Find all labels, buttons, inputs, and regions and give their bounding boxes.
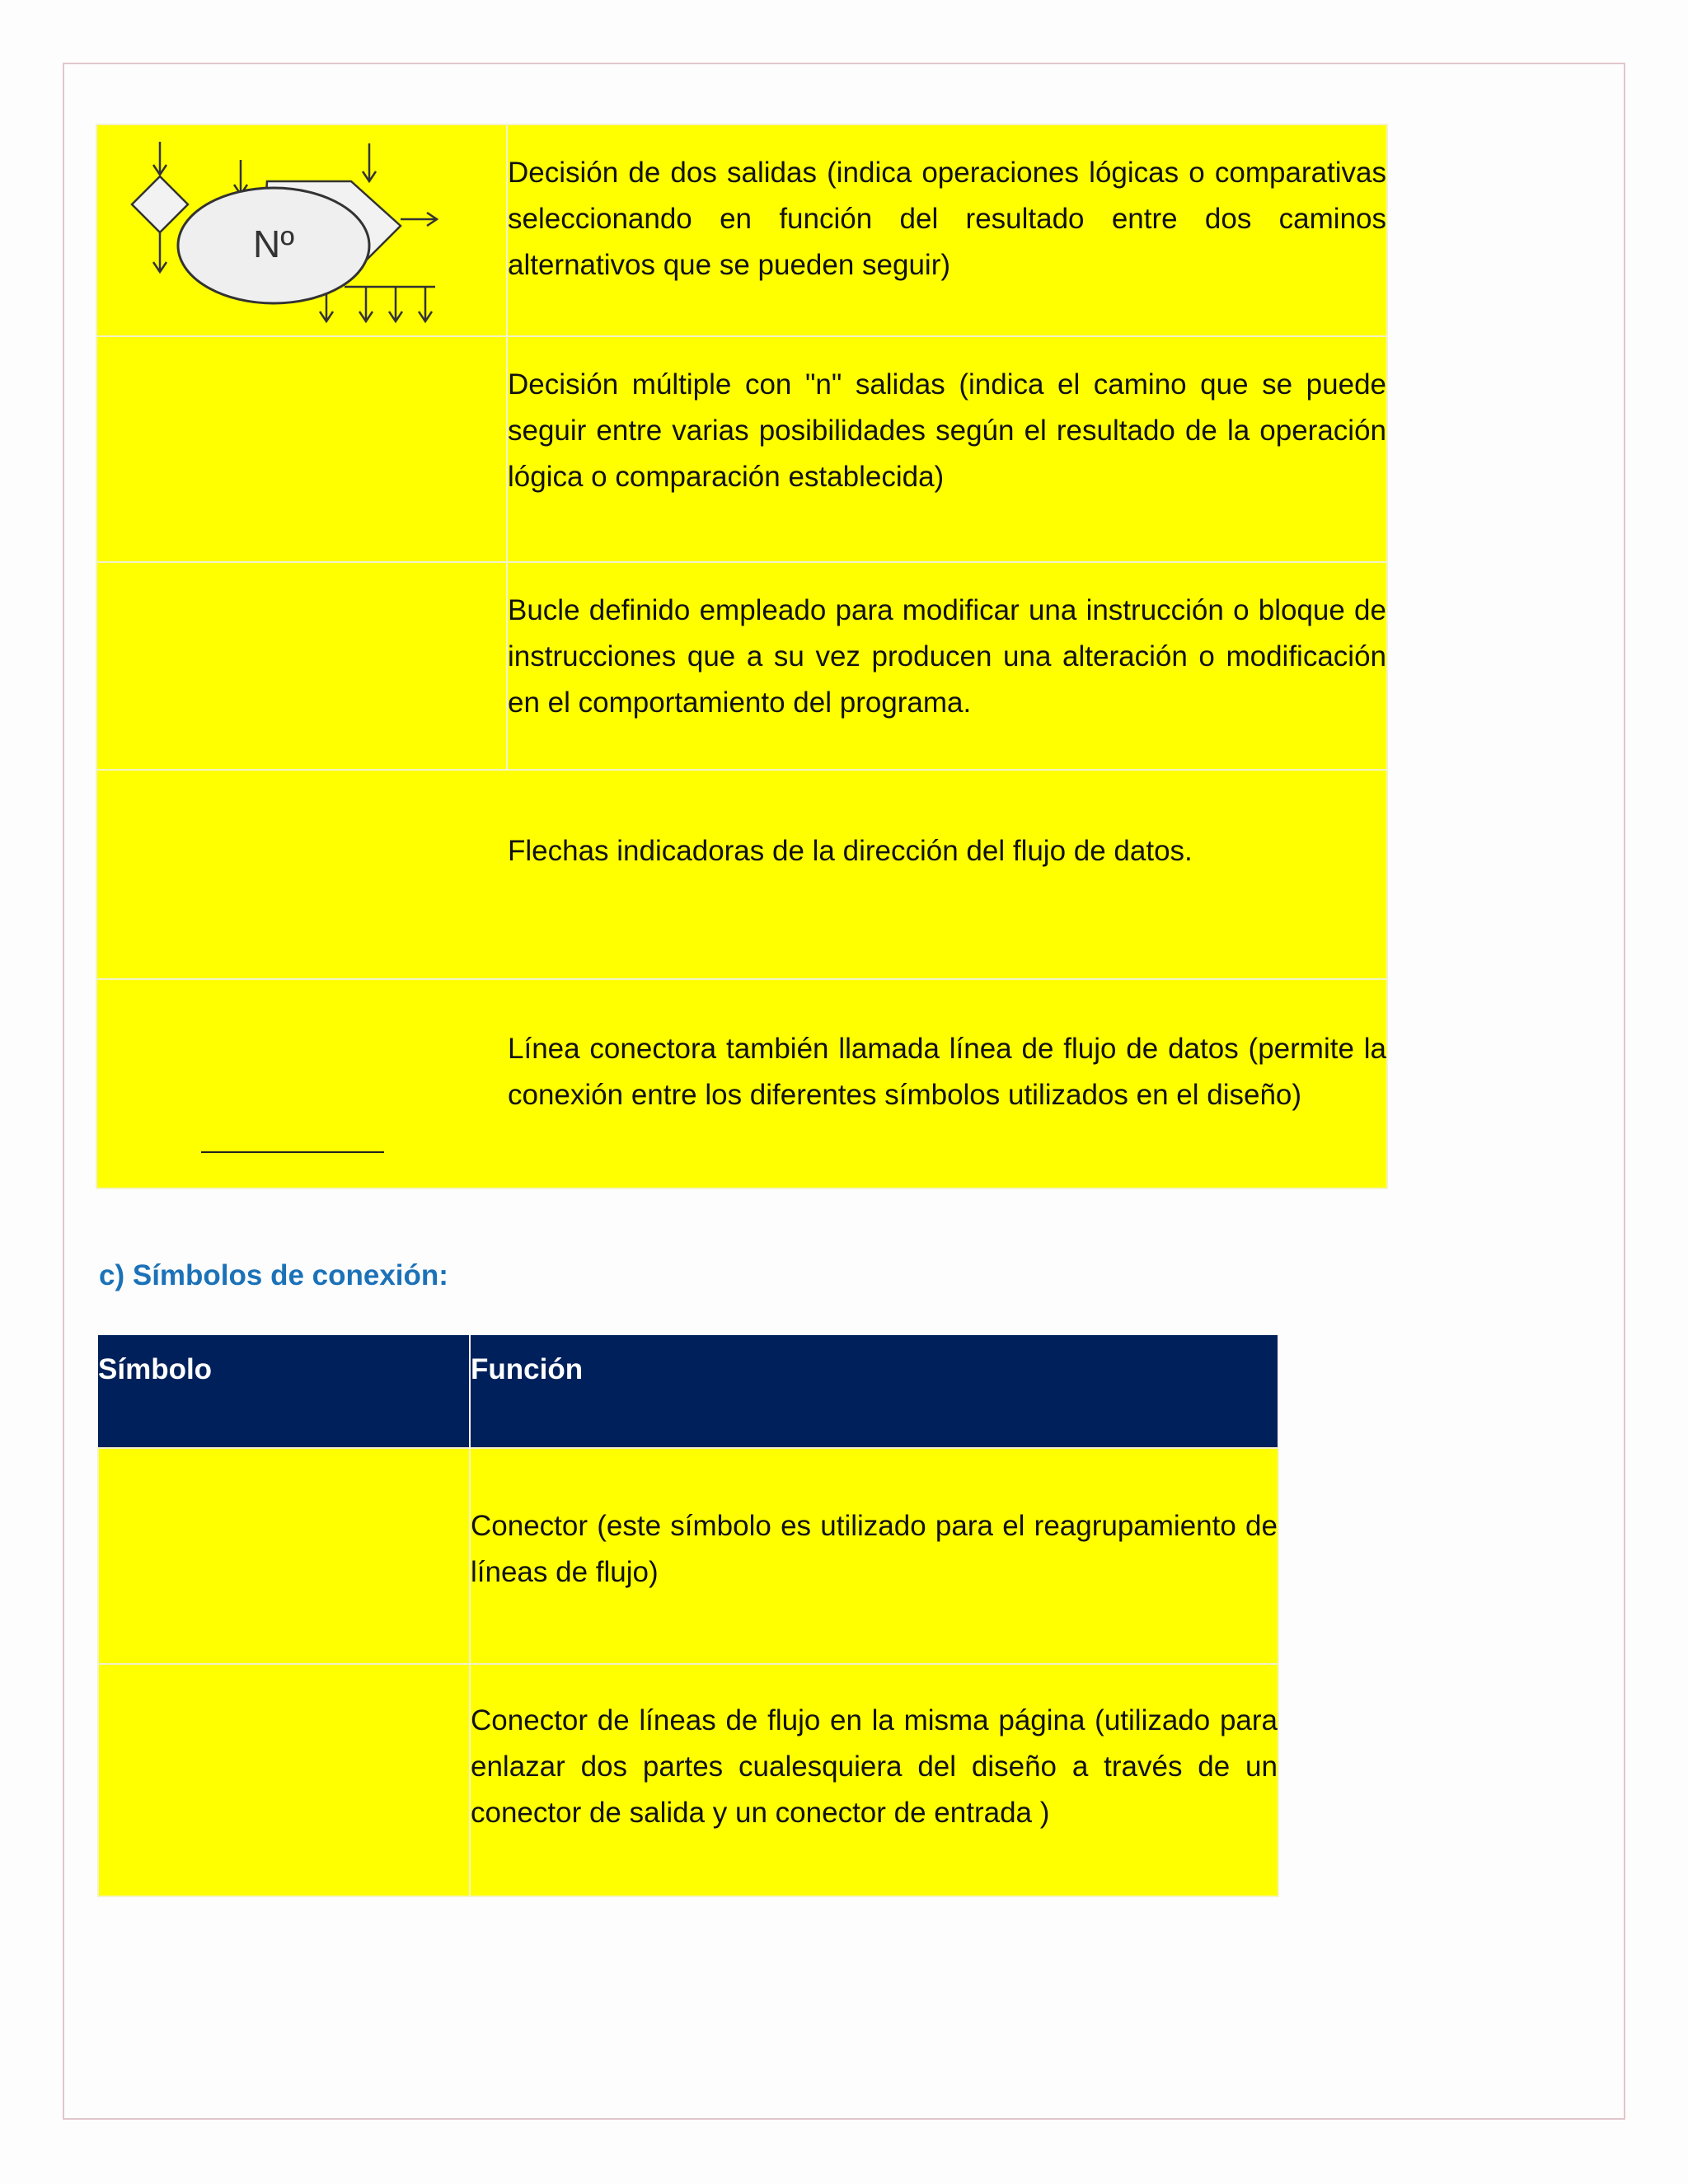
symbol-cell — [98, 1664, 470, 1896]
table-row — [98, 1448, 1278, 1664]
table-row — [96, 979, 1387, 1188]
table-row — [96, 124, 1387, 336]
header-function: Función — [470, 1335, 1278, 1448]
row-description: Decisión múltiple con "n" salidas (indica el camino que se puede seguir entre varias posibilidades según el resultado de la operación lógica o comparación establecida) — [508, 368, 1386, 493]
table-row — [96, 770, 1387, 979]
description-cell — [507, 979, 1387, 1188]
symbol-cell — [98, 1448, 470, 1664]
description-cell — [507, 124, 1387, 336]
row-description: Conector de líneas de flujo en la misma página (utilizado para enlazar dos partes cualesquiera del diseño a través de un conector de salida y un conector de entrada ) — [471, 1704, 1278, 1829]
row-description: Bucle definido empleado para modificar una instrucción o bloque de instrucciones que a su vez producen una alteración o modificación en el comportamiento del programa. — [508, 594, 1386, 719]
row-description: Decisión de dos salidas (indica operaciones lógicas o comparativas seleccionando en función del resultado entre dos caminos alternativos que se pueden seguir) — [508, 157, 1386, 281]
row-description: Línea conectora también llamada línea de flujo de datos (permite la conexión entre los diferentes símbolos utilizados en el diseño) — [508, 1033, 1386, 1111]
symbol-cell — [96, 562, 507, 770]
symbol-cell — [96, 336, 507, 562]
row-description: Conector (este símbolo es utilizado para el reagrupamiento de líneas de flujo) — [471, 1510, 1278, 1588]
connection-symbols-table — [97, 1335, 1279, 1897]
description-cell — [507, 336, 1387, 562]
description-cell — [507, 770, 1387, 979]
table-header-row — [98, 1335, 1278, 1448]
table-row — [96, 562, 1387, 770]
table-row — [98, 1664, 1278, 1896]
symbol-cell — [96, 124, 507, 336]
table-row — [96, 336, 1387, 562]
row-description: Flechas indicadoras de la dirección del flujo de datos. — [508, 835, 1193, 867]
description-cell — [470, 1448, 1278, 1664]
description-cell — [507, 562, 1387, 770]
decision-symbols-icon — [97, 125, 506, 331]
connector-line-symbol — [201, 1151, 384, 1153]
header-symbol: Símbolo — [98, 1335, 470, 1448]
section-title: c) Símbolos de conexión: — [99, 1259, 448, 1291]
symbol-cell — [96, 979, 507, 1188]
symbol-cell — [96, 770, 507, 979]
symbol-label: Nº — [252, 223, 295, 265]
decision-symbols-table — [96, 124, 1388, 1189]
description-cell — [470, 1664, 1278, 1896]
